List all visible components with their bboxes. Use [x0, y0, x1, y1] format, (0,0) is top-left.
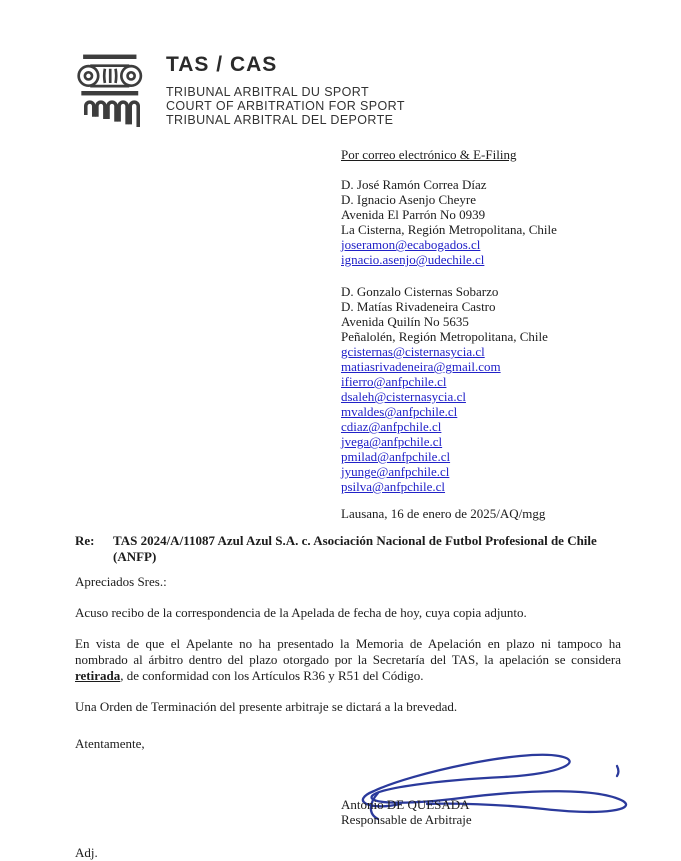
signatory-title: Responsable de Arbitraje	[341, 812, 472, 827]
enclosure-note: Adj.	[75, 845, 98, 860]
re-text: TAS 2024/A/11087 Azul Azul S.A. c. Asociación Nacional de Futbol Profesional de Chile (ANFP)	[113, 533, 597, 564]
recipient-address: Avenida Quilín No 5635	[341, 314, 469, 329]
email-link[interactable]: psilva@anfpchile.cl	[341, 479, 446, 494]
org-name-english: COURT OF ARBITRATION FOR SPORT	[166, 99, 405, 113]
closing-word: Atentamente,	[75, 736, 145, 751]
recipient-address: La Cisterna, Región Metropolitana, Chile	[341, 222, 557, 237]
paragraph-1: Acuso recibo de la correspondencia de la Apelada de fecha de hoy, cuya copia adjunto.	[75, 605, 527, 620]
reference-line	[75, 533, 621, 564]
signature-area	[75, 752, 621, 844]
email-link[interactable]: cdiaz@anfpchile.cl	[341, 419, 442, 434]
recipient-column	[341, 147, 621, 521]
signatory-block	[341, 797, 472, 827]
salutation: Apreciados Sres.:	[75, 574, 167, 589]
paragraph-3: Una Orden de Terminación del presente arbitraje se dictará a la brevedad.	[75, 699, 458, 714]
email-link[interactable]: pmilad@anfpchile.cl	[341, 449, 451, 464]
letterhead-text	[166, 52, 405, 127]
recipient-address: Avenida El Parrón No 0939	[341, 207, 486, 222]
email-link[interactable]: jyunge@anfpchile.cl	[341, 464, 450, 479]
email-link[interactable]: mvaldes@anfpchile.cl	[341, 404, 458, 419]
org-name-french: TRIBUNAL ARBITRAL DU SPORT	[166, 85, 370, 99]
recipient-block-1	[341, 177, 621, 267]
recipient-name: D. Matías Rivadeneira Castro	[341, 299, 496, 314]
org-name-spanish: TRIBUNAL ARBITRAL DEL DEPORTE	[166, 113, 394, 127]
withdrawn-highlight: retirada	[75, 668, 121, 683]
dateline: Lausana, 16 de enero de 2025/AQ/mgg	[341, 506, 546, 521]
recipient-name: D. Gonzalo Cisternas Sobarzo	[341, 284, 499, 299]
recipient-address: Peñalolén, Región Metropolitana, Chile	[341, 329, 548, 344]
email-link[interactable]: ignacio.asenjo@udechile.cl	[341, 252, 485, 267]
recipient-block-2	[341, 284, 621, 494]
recipient-name: D. José Ramón Correa Díaz	[341, 177, 487, 192]
paragraph-2-text: En vista de que el Apelante no ha presentado la Memoria de Apelación en plazo ni tampoco ha nombrado al árbitro dentro del plazo otorgado por la Secretaría del TAS, la apelación se considera	[75, 636, 621, 667]
recipient-name: D. Ignacio Asenjo Cheyre	[341, 192, 477, 207]
email-link[interactable]: ifierro@anfpchile.cl	[341, 374, 447, 389]
cas-column-logo-icon	[68, 52, 148, 130]
org-acronym: TAS / CAS	[166, 53, 278, 76]
paragraph-2	[75, 636, 621, 684]
email-link[interactable]: matiasrivadeneira@gmail.com	[341, 359, 501, 374]
email-link[interactable]: gcisternas@cisternasycia.cl	[341, 344, 485, 359]
email-link[interactable]: jvega@anfpchile.cl	[341, 434, 443, 449]
paragraph-2-text-end: , de conformidad con los Artículos R36 y R51 del Código.	[120, 668, 424, 683]
delivery-method: Por correo electrónico & E-Filing	[341, 147, 517, 162]
re-label: Re:	[75, 533, 95, 548]
email-link[interactable]: dsaleh@cisternasycia.cl	[341, 389, 466, 404]
letterhead	[68, 52, 621, 130]
email-link[interactable]: joseramon@ecabogados.cl	[341, 237, 481, 252]
signatory-name: Antonio DE QUESADA	[341, 797, 470, 812]
